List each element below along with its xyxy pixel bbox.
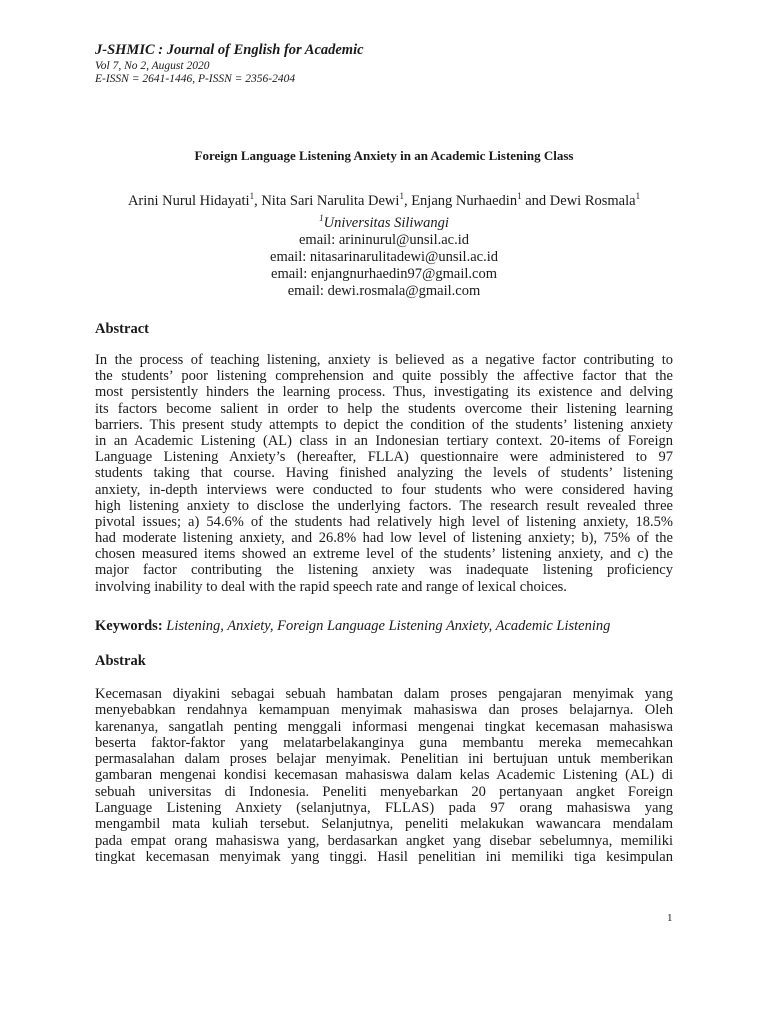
author-superscript: 1	[517, 191, 522, 201]
abstract-line: its factors become salient in order to help the students overcome their listening learning	[95, 400, 673, 417]
abstract-line: most persistently hinders the learning process. Thus, investigating its existence and delving	[95, 384, 673, 401]
abstrak-paragraph	[95, 686, 673, 865]
email-line: email: enjangnurhaedin97@gmail.com	[271, 265, 497, 282]
abstrak-line: Language Listening Anxiety (selanjutnya, FLLAS) pada 97 orang mahasiswa yang	[95, 800, 673, 817]
abstract-line: major factor contributing the listening anxiety was inadequate listening proficiency	[95, 562, 673, 579]
abstrak-line: gambaran mengenai kondisi kecemasan mahasiswa dalam kelas Academic Listening (AL) di	[95, 767, 673, 784]
abstrak-line: menyebabkan rendahnya kemampuan menyimak mahasiswa dan proses belajarnya. Oleh	[95, 702, 673, 719]
keywords-value: Listening, Anxiety, Foreign Language Listening Anxiety, Academic Listening	[166, 618, 611, 634]
author-block	[0, 188, 768, 300]
journal-volume: Vol 7, No 2, August 2020	[95, 59, 210, 72]
affiliation	[0, 210, 768, 232]
abstract-line: students taking that course. Having finished analyzing the levels of students’ listening	[95, 465, 673, 482]
abstract-paragraph	[95, 352, 673, 595]
affiliation-name: Universitas Siliwangi	[323, 214, 449, 231]
abstract-line: in an Academic Listening (AL) class in an Indonesian tertiary context. 20-items of Foreign	[95, 432, 673, 449]
abstract-line: involving inability to deal with the rapid speech rate and range of lexical choices.	[95, 578, 567, 595]
author-name: Enjang Nurhaedin	[411, 192, 518, 209]
abstract-line: anxiety, in-depth interviews were conducted to four students who were considered having	[95, 481, 673, 498]
journal-issn: E-ISSN = 2641-1446, P-ISSN = 2356-2404	[95, 73, 296, 85]
abstract-line: the students’ poor listening comprehension and quite possibly the affective factor that the	[95, 368, 673, 385]
abstract-heading: Abstract	[95, 321, 149, 337]
page-number: 1	[667, 912, 673, 924]
author-line	[0, 188, 768, 210]
abstrak-line: permasalahan dalam proses belajar menyimak. Penelitian ini bertujuan untuk memberikan	[95, 751, 673, 768]
author-separator: ,	[403, 192, 412, 209]
abstrak-line: Kecemasan diyakini sebagai sebuah hambatan dalam proses pengajaran menyimak yang	[95, 686, 673, 702]
abstrak-heading: Abstrak	[95, 653, 146, 669]
affiliation-superscript: 1	[319, 212, 324, 223]
abstract-line: Language Listening Anxiety’s (hereafter, FLLA) questionnaire were administered to 97	[95, 449, 673, 466]
abstrak-line: mengambil mata kuliah tersebut. Selanjutnya, peneliti melakukan wawancara mendalam	[95, 816, 673, 833]
email-line: email: arininurul@unsil.ac.id	[299, 231, 469, 248]
abstrak-line: pada empat orang mahasiswa yang, berdasarkan angket yang disebar sebelumnya, memiliki	[95, 832, 673, 849]
journal-title: J-SHMIC : Journal of English for Academic	[95, 42, 364, 58]
author-superscript: 1	[399, 191, 404, 201]
author-name: Nita Sari Narulita Dewi	[261, 192, 400, 209]
author-superscript: 1	[249, 191, 255, 201]
abstract-line: In the process of teaching listening, anxiety is believed as a negative factor contributing to	[95, 352, 673, 368]
author-separator: ,	[254, 192, 262, 209]
keywords-line	[95, 618, 610, 635]
abstrak-line: karenanya, sangatlah penting menggali informasi mengenai tingkat kecemasan mahasiswa	[95, 718, 673, 735]
abstract-line: had moderate listening anxiety, and 26.8% had low level of listening anxiety; b), 75% of the	[95, 530, 673, 547]
author-separator: and	[521, 192, 550, 209]
author-name: Arini Nurul Hidayati	[127, 192, 250, 209]
abstract-line: barriers. This present study attempts to depict the condition of the students’ listening anxiety	[95, 416, 673, 433]
author-name: Dewi Rosmala	[549, 192, 636, 209]
paper-title: Foreign Language Listening Anxiety in an Academic Listening Class	[194, 148, 574, 163]
abstract-line: high listening anxiety to disclose the underlying factors. The research result revealed three	[95, 497, 673, 514]
author-superscript: 1	[635, 191, 641, 201]
abstract-line: chosen measured items showed an extreme level of the students’ listening anxiety, and c) the	[95, 546, 673, 563]
abstrak-line: beserta faktor-faktor yang melatarbelakanginya guna membantu mereka memecahkan	[95, 734, 673, 751]
email-line: email: dewi.rosmala@gmail.com	[287, 282, 481, 299]
abstract-line: pivotal issues; a) 54.6% of the students had relatively high level of listening anxiety, 18.5%	[95, 513, 673, 530]
keywords-label: Keywords:	[95, 618, 163, 634]
abstrak-line: sebuah universitas di Indonesia. Peneliti menyebarkan 20 pertanyaan angket Foreign	[95, 783, 673, 800]
journal-header	[95, 43, 364, 86]
abstrak-line: tingkat kecemasan menyimak yang tinggi. Hasil penelitian ini memiliki tiga kesimpulan	[95, 848, 673, 865]
email-line: email: nitasarinarulitadewi@unsil.ac.id	[270, 248, 498, 265]
